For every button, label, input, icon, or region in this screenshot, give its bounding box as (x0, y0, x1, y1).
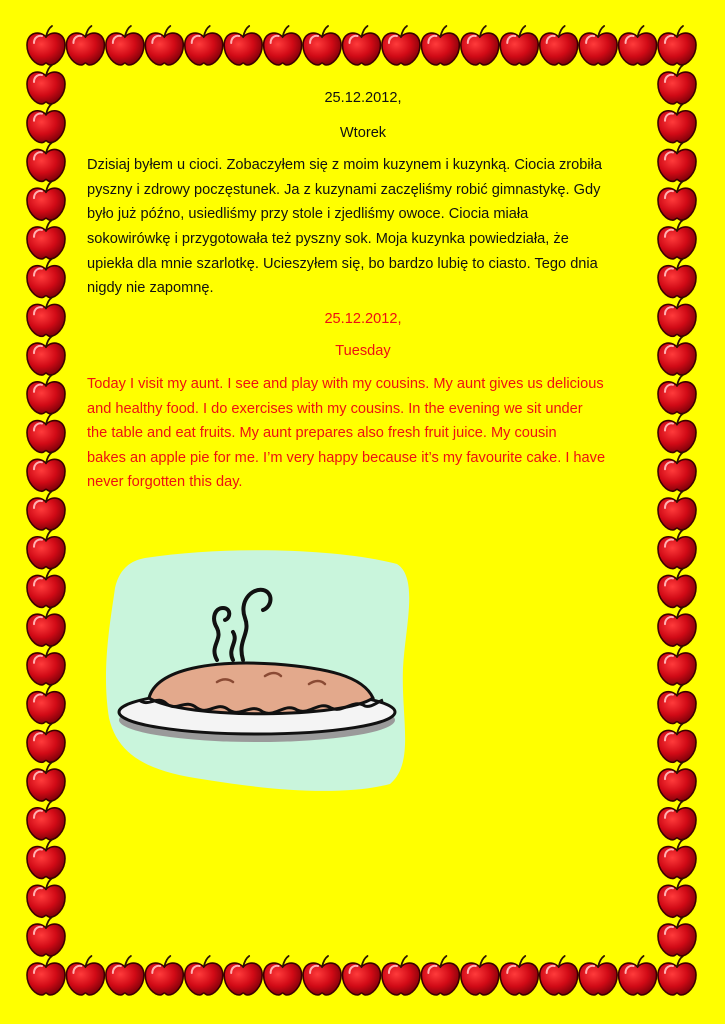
english-line: Today I visit my aunt. I see and play with my cousins. My aunt gives us delicious (87, 375, 604, 392)
polish-line: nigdy nie zapomnę. (87, 280, 214, 297)
apple-icon (619, 956, 657, 995)
apple-icon (658, 917, 696, 956)
apple-icon (540, 26, 578, 65)
english-line: never forgotten this day. (87, 474, 243, 491)
english-day: Tuesday (335, 343, 391, 360)
apple-icon (658, 956, 696, 995)
apple-icon (106, 26, 144, 65)
letter-content (87, 80, 639, 495)
apple-icon (343, 26, 381, 65)
apple-icon (66, 956, 104, 995)
apple-icon (343, 956, 381, 995)
apple-icon (66, 26, 104, 65)
apple-icon (185, 26, 223, 65)
apple-icon (658, 297, 696, 336)
apple-icon (185, 956, 223, 995)
apple-icon (658, 336, 696, 375)
apple-icon (27, 491, 65, 530)
apple-icon (27, 646, 65, 685)
apple-icon (264, 956, 302, 995)
apple-icon (303, 26, 341, 65)
apple-icon (658, 142, 696, 181)
apple-icon (658, 220, 696, 259)
polish-line: upiekła dla mnie szarlotkę. Ucieszyłem się, bo bardzo lubię to ciasto. Tego dnia (87, 255, 598, 272)
apple-icon (27, 181, 65, 220)
apple-icon (500, 956, 538, 995)
apple-icon (27, 26, 65, 65)
apple-icon (658, 452, 696, 491)
apple-icon (27, 414, 65, 453)
apple-icon (500, 26, 538, 65)
apple-icon (27, 568, 65, 607)
polish-line: Dzisiaj byłem u cioci. Zobaczyłem się z moim kuzynem i kuzynką. Ciocia zrobiła (87, 157, 602, 174)
apple-icon (658, 375, 696, 414)
apple-icon (27, 685, 65, 724)
apple-icon (658, 414, 696, 453)
apple-icon (658, 685, 696, 724)
apple-icon (145, 26, 183, 65)
apple-icon (27, 297, 65, 336)
english-line: and healthy food. I do exercises with my cousins. In the evening we sit under (87, 400, 583, 417)
apple-icon (658, 181, 696, 220)
apple-icon (658, 607, 696, 646)
english-line: the table and eat fruits. My aunt prepares also fresh fruit juice. My cousin (87, 425, 557, 442)
apple-icon (658, 104, 696, 143)
apple-icon (658, 65, 696, 104)
apple-icon (106, 956, 144, 995)
apple-icon (579, 26, 617, 65)
apple-icon (27, 956, 65, 995)
apple-icon (658, 259, 696, 298)
apple-icon (658, 26, 696, 65)
apple-icon (27, 762, 65, 801)
apple-icon (145, 956, 183, 995)
apple-icon (27, 840, 65, 879)
apple-icon (579, 956, 617, 995)
apple-icon (27, 452, 65, 491)
apple-icon (27, 375, 65, 414)
apple-icon (658, 491, 696, 530)
apple-icon (382, 956, 420, 995)
polish-line: pyszny i zdrowy poczęstunek. Ja z kuzynami zaczęliśmy robić gimnastykę. Gdy (87, 181, 601, 198)
apple-icon (658, 801, 696, 840)
apple-icon (619, 26, 657, 65)
apple-icon (27, 917, 65, 956)
apple-icon (27, 878, 65, 917)
apple-icon (27, 801, 65, 840)
apple-icon (461, 26, 499, 65)
apple-icon (421, 26, 459, 65)
polish-line: było już późno, usiedliśmy przy stole i zjedliśmy owoce. Ciocia miała (87, 206, 529, 223)
apple-icon (27, 723, 65, 762)
apple-icon (27, 220, 65, 259)
polish-day: Wtorek (339, 124, 387, 141)
apple-icon (27, 530, 65, 569)
apple-icon (27, 336, 65, 375)
apple-icon (27, 142, 65, 181)
english-date: 25.12.2012, (324, 310, 402, 327)
apple-icon (461, 956, 499, 995)
polish-paragraph (87, 153, 639, 301)
apple-icon (303, 956, 341, 995)
apple-icon (224, 956, 262, 995)
apple-icon (658, 878, 696, 917)
english-line: bakes an apple pie for me. I’m very happy because it’s my favourite cake. I have (87, 449, 606, 466)
apple-icon (658, 530, 696, 569)
apple-icon (658, 723, 696, 762)
apple-icon (658, 568, 696, 607)
apple-icon (658, 840, 696, 879)
apple-icon (421, 956, 459, 995)
polish-line: sokowirówkę i przygotowała też pyszny sok. Moja kuzynka powiedziała, że (87, 230, 569, 247)
apple-icon (27, 607, 65, 646)
apple-icon (264, 26, 302, 65)
apple-icon (27, 104, 65, 143)
apple-pie-icon (105, 548, 417, 793)
apple-icon (224, 26, 262, 65)
apple-icon (27, 259, 65, 298)
apple-icon (27, 65, 65, 104)
apple-icon (382, 26, 420, 65)
apple-icon (658, 646, 696, 685)
english-paragraph (87, 372, 639, 495)
apple-icon (540, 956, 578, 995)
apple-icon (658, 762, 696, 801)
polish-date: 25.12.2012, (324, 90, 402, 106)
